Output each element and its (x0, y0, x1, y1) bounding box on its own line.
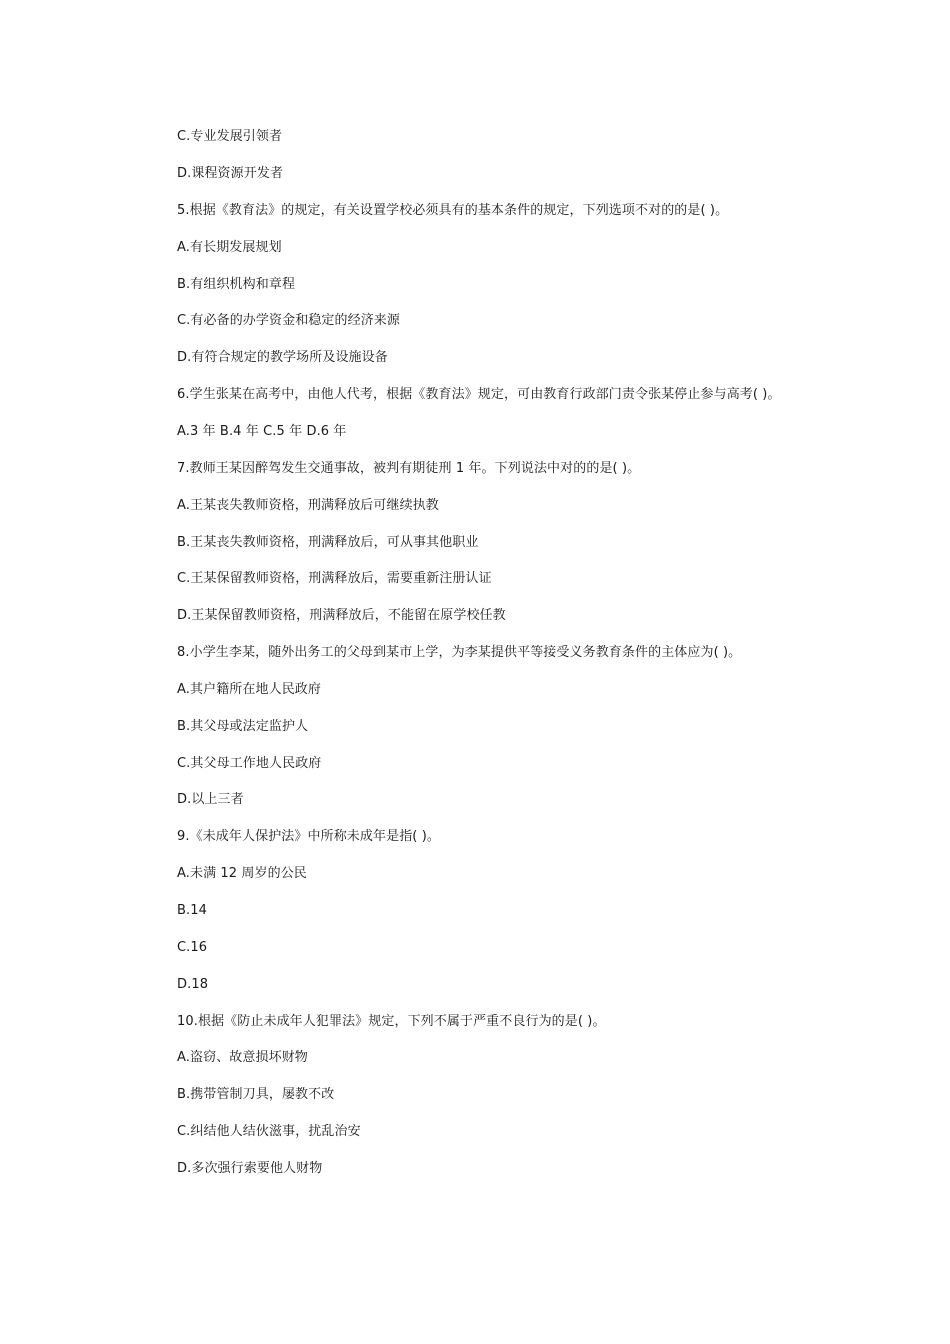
option-line: A.其户籍所在地人民政府 (177, 682, 321, 697)
option-line: B.有组织机构和章程 (177, 277, 296, 292)
option-line: D.多次强行索要他人财物 (177, 1161, 323, 1176)
option-line: A.王某丧失教师资格，刑满释放后可继续执教 (177, 498, 439, 513)
option-line: A.盗窃、故意损坏财物 (177, 1050, 308, 1065)
question-7: 7.教师王某因醉驾发生交通事故，被判有期徒刑 1 年。下列说法中对的的是( )。 (177, 461, 641, 476)
option-line: A.3 年 B.4 年 C.5 年 D.6 年 (177, 424, 347, 439)
option-line: A.有长期发展规划 (177, 240, 282, 255)
option-line: A.未满 12 周岁的公民 (177, 866, 307, 881)
option-line: D.18 (177, 977, 209, 992)
option-line: B.王某丧失教师资格，刑满释放后，可从事其他职业 (177, 535, 479, 550)
option-line: D.以上三者 (177, 792, 244, 807)
option-line: C.专业发展引领者 (177, 129, 283, 144)
option-line: C.王某保留教师资格，刑满释放后，需要重新注册认证 (177, 571, 492, 586)
option-line: B.其父母或法定监护人 (177, 719, 309, 734)
option-line: C.16 (177, 940, 208, 955)
option-line: C.其父母工作地人民政府 (177, 756, 322, 771)
option-line: C.纠结他人结伙滋事，扰乱治安 (177, 1124, 361, 1139)
option-line: D.有符合规定的教学场所及设施设备 (177, 350, 388, 365)
option-line: B.14 (177, 903, 207, 918)
option-line: D.课程资源开发者 (177, 166, 284, 181)
option-line: B.携带管制刀具，屡教不改 (177, 1087, 335, 1102)
question-6: 6.学生张某在高考中，由他人代考，根据《教育法》规定，可由教育行政部门责令张某停止参与高考( )。 (177, 387, 781, 402)
question-10: 10.根据《防止未成年人犯罪法》规定，下列不属于严重不良行为的是( )。 (177, 1014, 606, 1029)
question-5: 5.根据《教育法》的规定，有关设置学校必须具有的基本条件的规定，下列选项不对的的是( )。 (177, 203, 729, 218)
question-8: 8.小学生李某，随外出务工的父母到某市上学，为李某提供平等接受义务教育条件的主体应为( )。 (177, 645, 742, 660)
option-line: D.王某保留教师资格，刑满释放后，不能留在原学校任教 (177, 608, 506, 623)
option-line: C.有必备的办学资金和稳定的经济来源 (177, 313, 401, 328)
question-9: 9.《未成年人保护法》中所称未成年是指( )。 (177, 829, 440, 844)
